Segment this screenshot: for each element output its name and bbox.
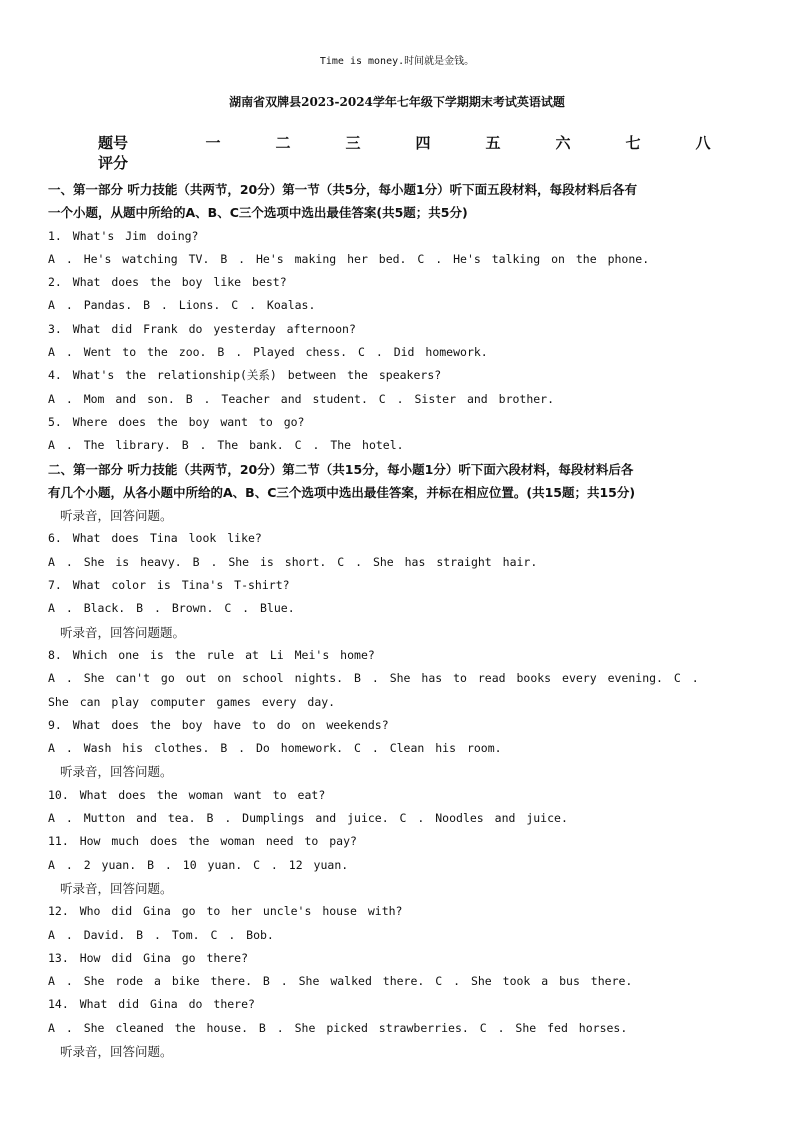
score-table-row-header: 题号 — [98, 133, 129, 152]
score-table-header-row — [98, 132, 738, 152]
question-line: 3. What did Frank do yesterday afternoon? — [48, 321, 356, 336]
page-title: 湖南省双牌县2023-2024学年七年级下学期期末考试英语试题 — [229, 95, 565, 109]
question-line: 11. How much does the woman need to pay? — [48, 834, 357, 849]
score-table-column: 一 — [205, 133, 221, 152]
section-heading-line: 有几个小题，从各小题中所给的A、B、C三个选项中选出最佳答案，并标在相应位置。(共15题；共15分) — [48, 484, 636, 500]
question-line: A . Black. B . Brown. C . Blue. — [48, 601, 295, 616]
score-table-column: 二 — [275, 133, 291, 152]
score-table-column: 四 — [415, 133, 431, 152]
question-line: 1. What's Jim doing? — [48, 228, 199, 243]
question-line: 4. What's the relationship(关系) between the speakers? — [48, 368, 442, 383]
question-line: 7. What color is Tina's T-shirt? — [48, 578, 290, 593]
question-line: A . David. B . Tom. C . Bob. — [48, 927, 274, 942]
listen-instruction: 听录音，回答问题。 — [60, 508, 173, 524]
question-line: 8. Which one is the rule at Li Mei's home? — [48, 647, 375, 662]
question-line: 12. Who did Gina go to her uncle's house with? — [48, 904, 403, 919]
score-table-column: 三 — [345, 133, 361, 152]
score-table-column: 八 — [695, 133, 711, 152]
question-line: A . She is heavy. B . She is short. C . She has straight hair. — [48, 554, 538, 569]
question-line: A . The library. B . The bank. C . The hotel. — [48, 438, 404, 453]
score-table-column: 七 — [625, 133, 641, 152]
question-line: 2. What does the boy like best? — [48, 275, 287, 290]
section-heading-line: 一个小题，从题中所给的A、B、C三个选项中选出最佳答案(共5题；共5分) — [48, 205, 468, 221]
question-line: 6. What does Tina look like? — [48, 531, 262, 546]
score-table — [98, 132, 738, 172]
score-table-column: 六 — [555, 133, 571, 152]
section-heading-line: 一、第一部分 听力技能（共两节，20分）第一节（共5分，每小题1分）听下面五段材料，每段材料后各有 — [48, 182, 638, 197]
question-line: She can play computer games every day. — [48, 694, 336, 709]
header-note: Time is money.时间就是金钱。 — [319, 56, 475, 67]
listen-instruction: 听录音，回答问题题。 — [60, 624, 186, 640]
question-line: A . She rode a bike there. B . She walked there. C . She took a bus there. — [48, 974, 633, 989]
score-table-column: 五 — [485, 133, 501, 152]
question-line: A . 2 yuan. B . 10 yuan. C . 12 yuan. — [48, 857, 349, 872]
question-line: 13. How did Gina go there? — [48, 950, 249, 965]
question-line: A . He's watching TV. B . He's making her bed. C . He's talking on the phone. — [48, 251, 650, 266]
question-line: A . She cleaned the house. B . She picked strawberries. C . She fed horses. — [48, 1020, 628, 1035]
question-line: A . Pandas. B . Lions. C . Koalas. — [48, 298, 316, 313]
section-heading-line: 二、第一部分 听力技能（共两节，20分）第二节（共15分，每小题1分）听下面六段材料，每段材料后各 — [48, 461, 634, 477]
score-table-score-label: 评分 — [98, 153, 129, 172]
question-line: A . Wash his clothes. B . Do homework. C . Clean his room. — [48, 741, 502, 756]
question-line: 10. What does the woman want to eat? — [48, 787, 326, 802]
question-line: A . Mutton and tea. B . Dumplings and juice. C . Noodles and juice. — [48, 811, 568, 826]
question-content — [48, 178, 748, 1063]
listen-instruction: 听录音，回答问题。 — [60, 764, 173, 780]
listen-instruction: 听录音，回答问题。 — [60, 880, 173, 896]
question-line: A . She can't go out on school nights. B . She has to read books every evening. C . — [48, 671, 699, 686]
question-line: 5. Where does the boy want to go? — [48, 414, 305, 429]
score-table-score-row — [98, 152, 738, 172]
question-line: A . Went to the zoo. B . Played chess. C . Did homework. — [48, 345, 488, 360]
question-line: 14. What did Gina do there? — [48, 997, 255, 1012]
question-line: A . Mom and son. B . Teacher and student. C . Sister and brother. — [48, 391, 555, 406]
listen-instruction: 听录音，回答问题。 — [60, 1043, 173, 1059]
question-line: 9. What does the boy have to do on weekends? — [48, 717, 389, 732]
